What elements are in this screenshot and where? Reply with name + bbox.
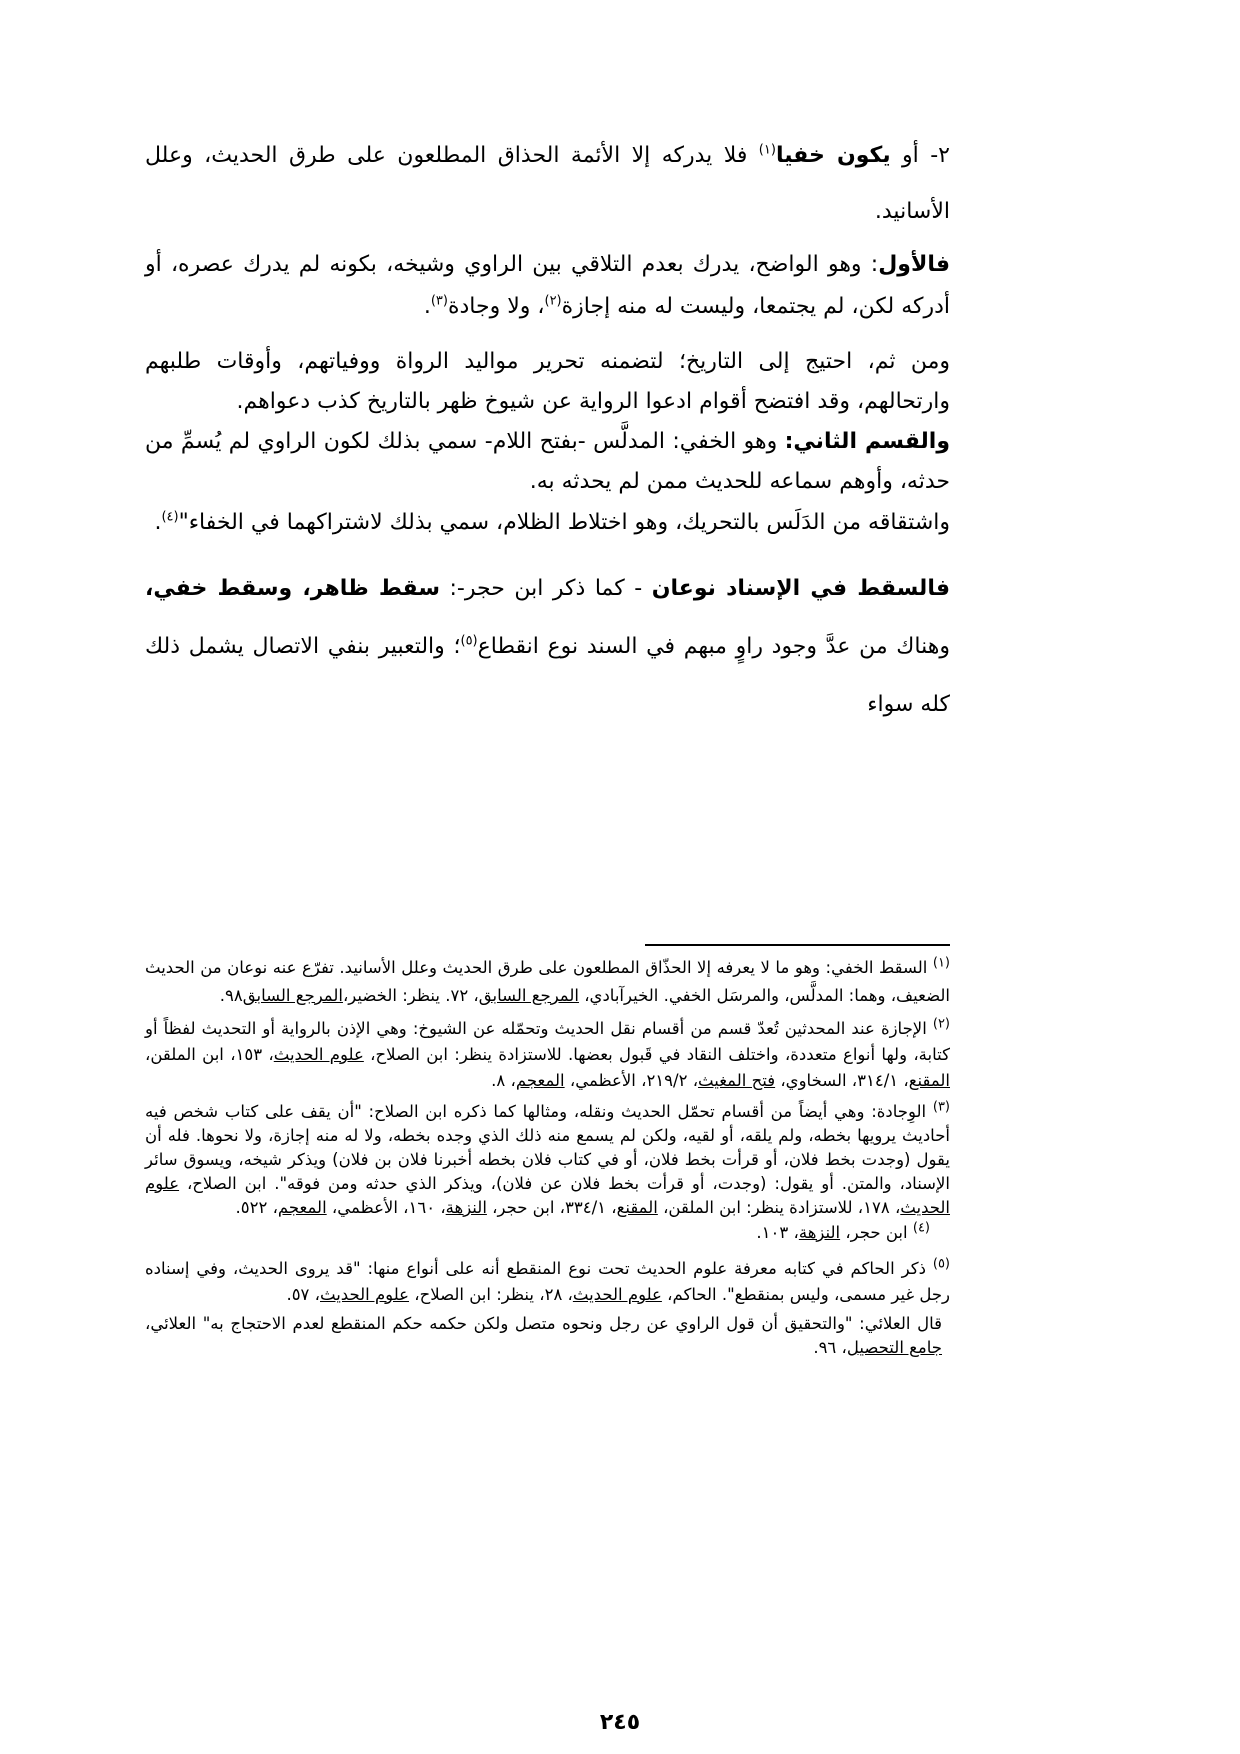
text: ، ولا وجادة	[447, 294, 545, 319]
text: ، ٧٢. ينظر: الخضير،	[342, 986, 479, 1005]
source-title: المرجع السابق	[478, 986, 579, 1005]
footnote-number: (١)	[932, 955, 950, 971]
footnote-5	[145, 1256, 950, 1308]
footnotes	[145, 954, 950, 1360]
text: السقط الخفي: وهو ما لا يعرفه إلا الحذّاق المطلعون على طرق الحديث وعلل الأسانيد. تفرّع عنه نوعان من الحديث الضعيف، وهما: المدلَّس، والمرسَل الخفي. الخيرآبادي،	[145, 958, 950, 1005]
source-title: علوم الحديث	[145, 1174, 950, 1217]
text: .	[154, 510, 162, 535]
text: ، ١٥٣، ابن الملقن،	[145, 1045, 274, 1064]
bold-term: يكون خفيا	[775, 143, 891, 168]
text: ، ٣٣٤/١، ابن حجر،	[486, 1198, 617, 1217]
text: الإجازة عند المحدثين تُعدّ قسم من أقسام نقل الحديث وتحمّله عن الشيوخ: وهي الإذن بالرواية أو التحديث لفظاً أو كتابة، ولها أنواع متعددة، واختلف النقاد في قَبول بعضها. للاستزادة ينظر: ابن الصلاح،	[145, 1019, 950, 1064]
text: ، ٨.	[491, 1071, 516, 1090]
paragraph-2	[145, 244, 950, 328]
footnote-number: (٣)	[932, 1099, 950, 1115]
source-title: النزهة	[445, 1198, 487, 1217]
text: ، ٥٢٢.	[235, 1198, 278, 1217]
source-title: المرجع السابق	[242, 986, 343, 1005]
page-number: ٢٤٥	[599, 1710, 641, 1735]
text: وهو الخفي: المدلَّس -بفتح اللام- سمي بذلك لكون الراوي لم يُسمِّ من حدثه، وأوهم سماعه للحديث ممن لم يحدثه به.	[145, 429, 950, 494]
paragraph-5	[145, 502, 950, 544]
footnote-number: (٢)	[932, 1016, 950, 1032]
text: - كما ذكر ابن حجر-:	[439, 576, 652, 601]
text: فلا يدركه إلا الأئمة الحذاق المطلعون على طرق الحديث، وعلل الأسانيد.	[145, 143, 950, 224]
text: ذكر الحاكم في كتابه معرفة علوم الحديث تحت نوع المنقطع أنه على أنواع منها: "قد يروى الحديث، وفي إسناده رجل غير مسمى، وليس بمنقطع". الحاكم،	[145, 1259, 950, 1304]
source-title: المعجم	[277, 1198, 327, 1217]
paragraph-1	[145, 128, 950, 240]
text: قال العلائي: "والتحقيق أن قول الراوي عن رجل ونحوه متصل ولكن حكمه حكم المنقطع لعدم الاحتجاج به" العلائي،	[145, 1314, 942, 1333]
text: ، ١٧٨، للاستزادة ينظر: ابن الملقن،	[657, 1198, 901, 1217]
source-title: المقنع	[616, 1198, 658, 1217]
text: ٩٨.	[219, 986, 243, 1005]
footnote-2	[145, 1016, 950, 1094]
text: ، ٢١٩/٢، الأعظمي،	[564, 1071, 699, 1090]
main-text	[145, 128, 950, 734]
text: ، ٣١٤/١، السخاوي،	[775, 1071, 909, 1090]
footnote-ref[interactable]: (٢)	[544, 293, 562, 309]
source-title: علوم الحديث	[320, 1285, 410, 1304]
source-title: المقنع	[908, 1071, 950, 1090]
footnote-4	[145, 1220, 950, 1246]
text: ، ٥٧.	[286, 1285, 320, 1304]
bold-term: فالسقط في الإسناد نوعان	[651, 576, 950, 601]
footnote-ref[interactable]: (٤)	[161, 509, 179, 525]
text: ابن حجر،	[840, 1223, 913, 1242]
paragraph-3: ومن ثم، احتيج إلى التاريخ؛ لتضمنه تحرير مواليد الرواة ووفياتهم، وأوقات طلبهم وارتحالهم، وقد افتضح أقوام ادعوا الرواية عن شيوخ ظهر بالتاريخ كذب دعواهم.	[145, 349, 950, 414]
text: ، ١٠٣.	[756, 1223, 799, 1242]
footnote-number: (٥)	[932, 1256, 950, 1272]
text: الوِجادة: وهي أيضاً من أقسام تحمّل الحديث ونقله، ومثالها كما ذكره ابن الصلاح: "أن يقف على كتاب شخص فيه أحاديث يرويها بخطه، ولم يلقه، أو لقيه، ولكن لم يسمع منه ذلك الذي وجده بخطه، ولا له منه إجازة، ولا نحوها. فله أن يقول (وجدت بخط فلان، أو قرأت بخط فلان، أو في كتاب فلان بخطه أخبرنا فلان بن فلان) ويذكر شيخه، ويسوق سائر الإسناد، والمتن. أو يقول: (وجدت، أو قرأت بخط فلان عن فلان)، ويذكر الذي حدثه ومن فوقه". ابن الصلاح،	[145, 1102, 950, 1193]
footnote-3	[145, 1100, 950, 1220]
footnote-1	[145, 954, 950, 1010]
text: أو	[902, 143, 919, 168]
paragraph-4	[145, 422, 950, 502]
source-title: علوم الحديث	[273, 1045, 364, 1064]
bold-term: فالأول	[878, 252, 950, 277]
footnote-ref[interactable]: (٥)	[460, 633, 478, 649]
source-title: علوم الحديث	[572, 1285, 662, 1304]
source-title: جامع التحصيل	[846, 1338, 942, 1357]
footnote-ref[interactable]: (٣)	[430, 293, 448, 309]
text: ، ٩٦.	[813, 1338, 847, 1357]
paragraph-6	[145, 560, 950, 734]
source-title: النزهة	[798, 1223, 841, 1242]
text: ، ٢٨، ينظر: ابن الصلاح،	[409, 1285, 573, 1304]
text: ؛ والتعبير بنفي الاتصال يشمل ذلك كله سواء	[145, 634, 950, 717]
footnote-6	[145, 1312, 950, 1360]
source-title: المعجم	[515, 1071, 565, 1090]
text: وهناك من عدَّ وجود راوٍ مبهم في السند نوع انقطاع	[477, 634, 950, 659]
source-title: فتح المغيث	[698, 1071, 776, 1090]
item-number: ٢-	[930, 143, 950, 168]
bold-term: سقط ظاهر، وسقط خفي،	[145, 576, 440, 601]
footnote-number: (٤)	[912, 1220, 930, 1236]
text: واشتقاقه من الدَلَس بالتحريك، وهو اختلاط الظلام، سمي بذلك لاشتراكهما في الخفاء"	[178, 510, 950, 535]
text: ، ١٦٠، الأعظمي،	[326, 1198, 446, 1217]
footnote-ref[interactable]: (١)	[758, 142, 776, 158]
bold-term: والقسم الثاني:	[784, 429, 951, 454]
text: .	[423, 294, 431, 319]
text: : وهو الواضح، يدرك بعدم التلاقي بين الراوي وشيخه، بكونه لم يدرك عصره، أو أدركه لكن، لم يجتمعا، وليست له منه إجازة	[145, 252, 950, 319]
footnote-separator	[645, 944, 950, 946]
